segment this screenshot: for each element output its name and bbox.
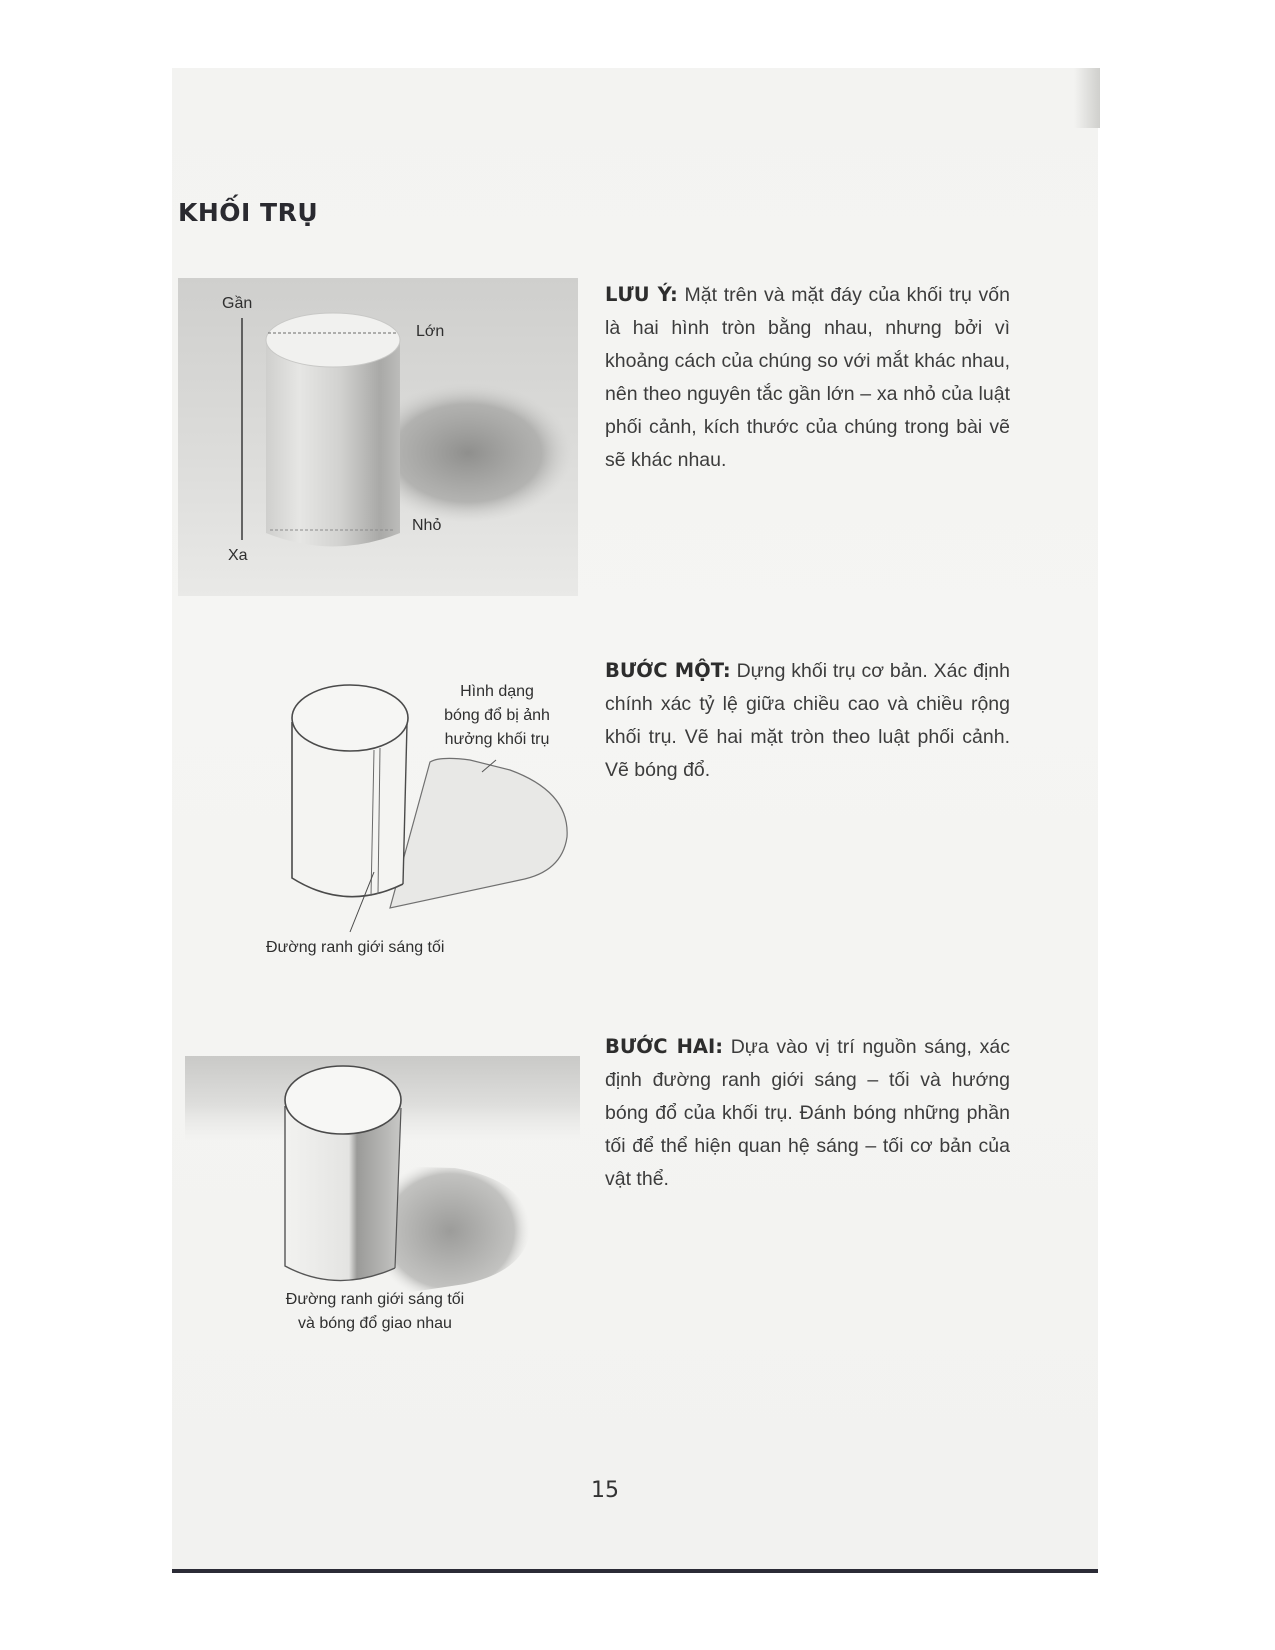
step1-text: Dựng khối trụ cơ bản. Xác định chính xác tỷ lệ giữa chiều cao và chiều rộng khối trụ. Vẽ hai mặt tròn theo luật phối cảnh. Vẽ bóng đổ. <box>605 660 1010 781</box>
caption-intersection <box>253 1288 497 1336</box>
caption-shadow-shape <box>432 680 562 752</box>
step2-shaded-figure <box>185 1056 580 1386</box>
cylinder-photo-figure <box>178 278 578 596</box>
step2-shaded <box>185 1056 580 1386</box>
step1-paragraph <box>605 654 1010 787</box>
bottom-rule <box>172 1569 1098 1573</box>
note-paragraph <box>605 278 1010 477</box>
label-big: Lớn <box>416 323 445 340</box>
label-far: Xa <box>228 547 248 564</box>
caption-intersection-line: và bóng đổ giao nhau <box>298 1315 452 1332</box>
step2-lead: BƯỚC HAI: <box>605 1035 724 1058</box>
note-lead: LƯU Ý: <box>605 283 678 306</box>
caption-intersection-line: Đường ranh giới sáng tối <box>285 1291 465 1308</box>
caption-shadow-line: Hình dạng <box>460 683 534 700</box>
note-text: Mặt trên và mặt đáy của khối trụ vốn là hai hình tròn bằng nhau, nhưng bởi vì khoảng cách của chúng so với mắt khác nhau, nên theo nguyên tắc gần lớn – xa nhỏ của luật phối cảnh, kích thước của chúng trong bài vẽ sẽ khác nhau. <box>605 284 1010 471</box>
caption-shadow-line: hưởng khối trụ <box>444 731 550 748</box>
caption-shadow-line: bóng đổ bị ảnh <box>444 707 550 724</box>
caption-terminator-line: Đường ranh giới sáng tối <box>266 939 445 956</box>
label-near: Gần <box>222 295 253 312</box>
page-number: 15 <box>591 1478 619 1503</box>
step2-text: Dựa vào vị trí nguồn sáng, xác định đường ranh giới sáng – tối và hướng bóng đổ của khối trụ. Đánh bóng những phần tối để thể hiện quan hệ sáng – tối cơ bản của vật thể. <box>605 1036 1010 1190</box>
step1-lead: BƯỚC MỘT: <box>605 659 731 682</box>
step2-paragraph <box>605 1030 1010 1196</box>
step1-sketch-figure <box>266 672 590 956</box>
section-title: KHỐI TRỤ <box>178 198 319 227</box>
label-small: Nhỏ <box>412 517 442 534</box>
page-corner-shadow <box>1074 68 1100 128</box>
